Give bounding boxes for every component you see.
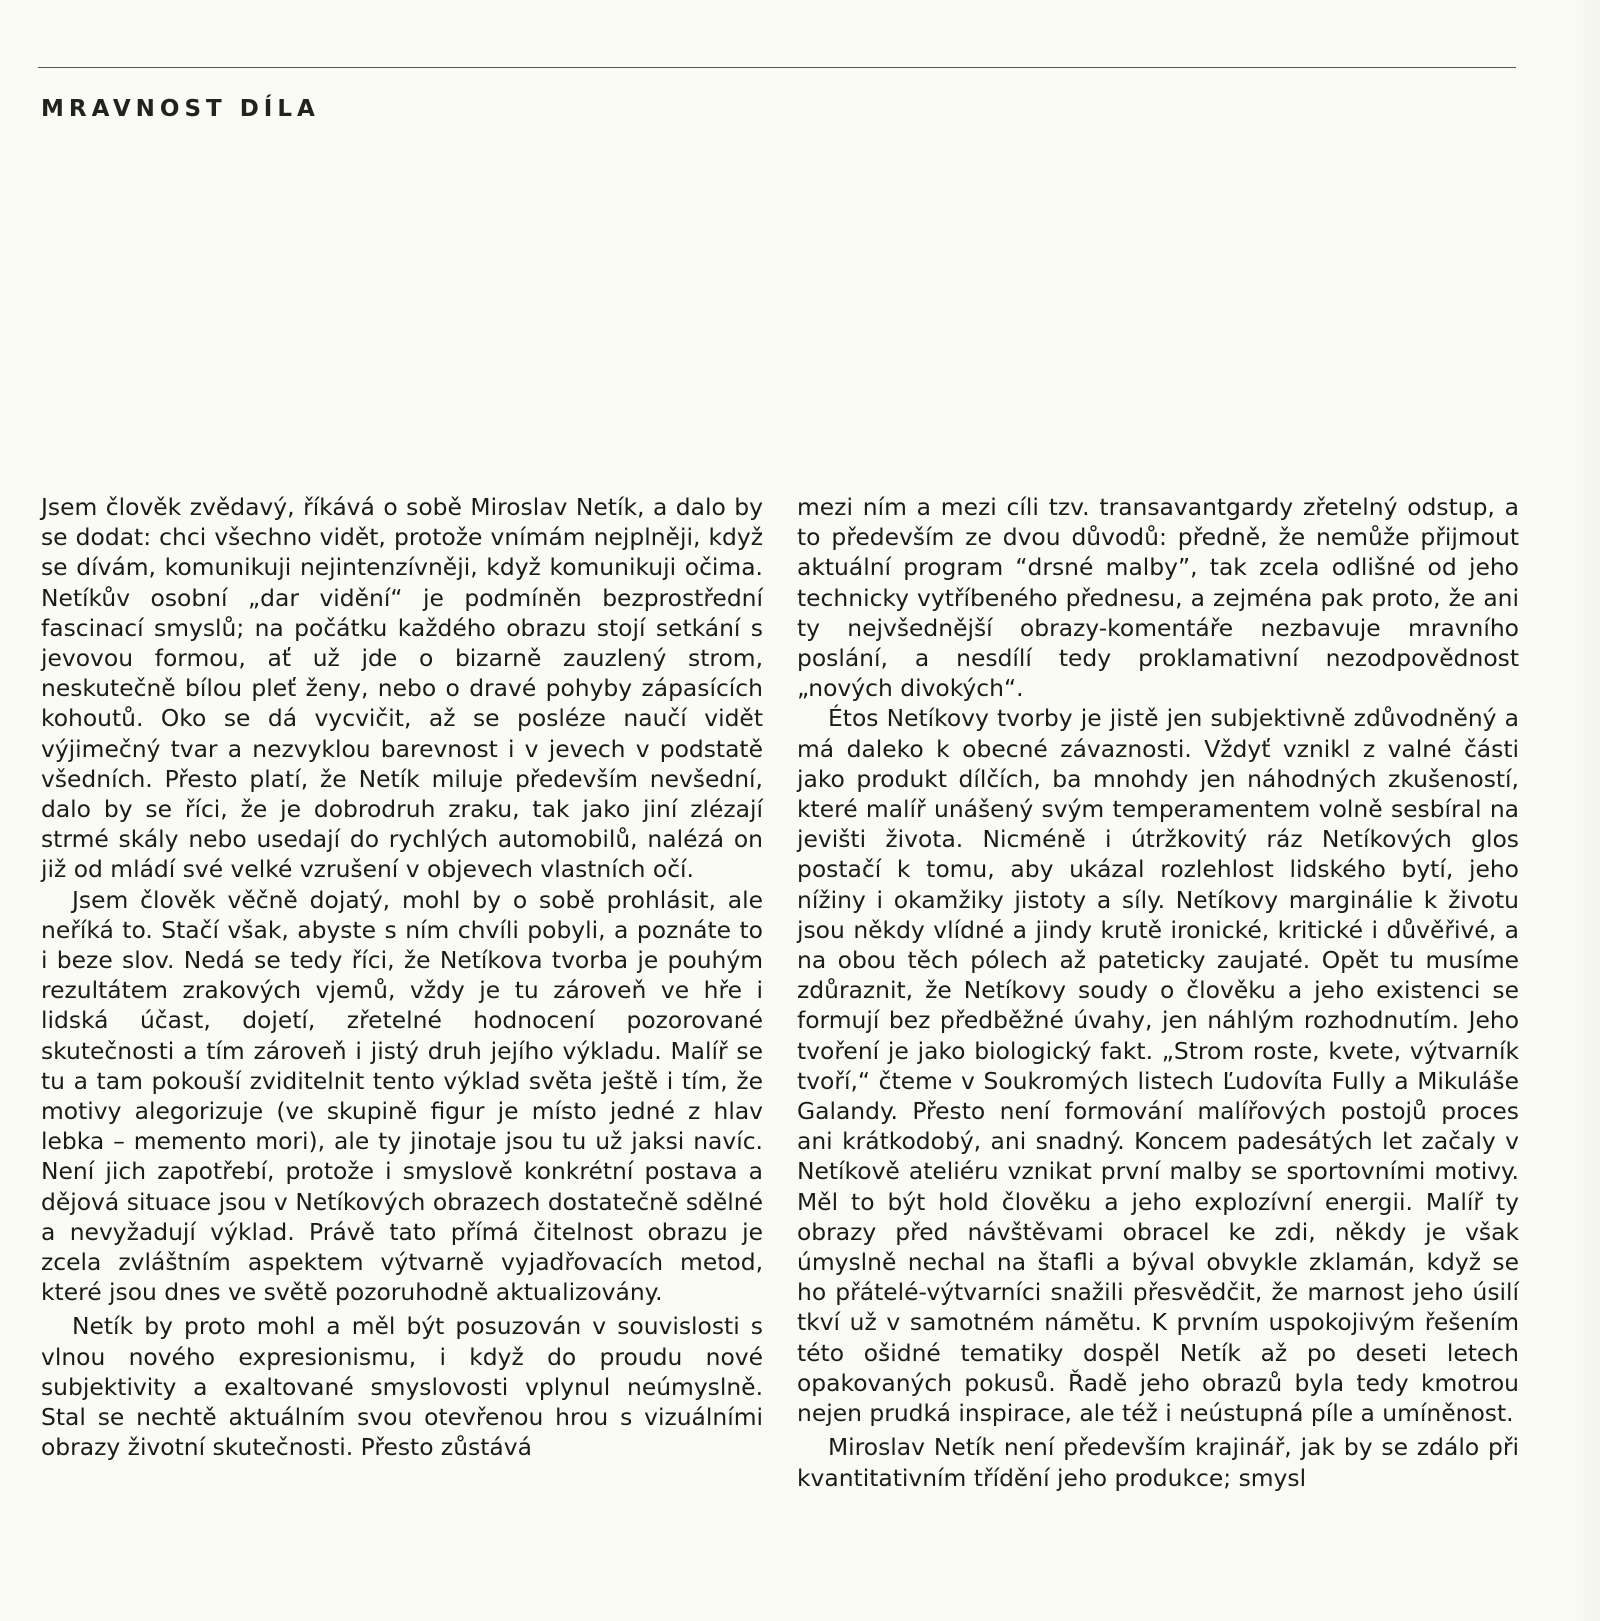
paragraph: Netík by proto mohl a měl být posuzován v souvislosti s vlnou nového expresionismu, i když do proudu nové subjektivity a exaltované smyslovosti vplynul neúmyslně. Stal se nechtě aktuálním svou otevřenou hrou s vizuálními obrazy životní skutečnosti. Přesto zůstává: [41, 1312, 763, 1462]
right-text-column: [797, 492, 1519, 1493]
paragraph: Étos Netíkovy tvorby je jistě jen subjektivně zdůvodněný a má daleko k obecné závaznosti. Vždyť vznikl z valné části jako produkt dílčích, ba mnohdy jen náhodných zkušeností, které malíř unášený svým temperamentem volně sesbíral na jevišti života. Nicméně i útržkovitý ráz Netíkových glos postačí k tomu, aby ukázal rozlehlost lidského bytí, jeho nížiny i okamžiky jistoty a síly. Netíkovy marginálie k životu jsou někdy vlídné a jindy krutě ironické, kritické i důvěřivé, a na obou těch pólech až pateticky zaujaté. Opět tu musíme zdůraznit, že Netíkovy soudy o člověku a jeho existenci se formují bez předběžné úvahy, jen náhlým rozhodnutím. Jeho tvoření je jako biologický fakt. „Strom roste, kvete, výtvarník tvoří,“ čteme v Soukromých listech Ľudovíta Fully a Mikuláše Galandy. Přesto není formování malířových postojů proces ani krátkodobý, ani snadný. Koncem padesátých let začaly v Netíkově ateliéru vznikat první malby se sportovními motivy. Měl to být hold člověku a jeho explozívní energii. Malíř ty obrazy před návštěvami obracel ke zdi, někdy je však úmyslně nechal na štafli a býval obvykle zklamán, když se ho přátelé-výtvarníci snažili přesvědčit, že marnost jeho úsilí tkví už v samotném námětu. K prvním uspokojivým řešením této ošidné tematiky dospěl Netík až po deseti letech opakovaných pokusů. Řadě jeho obrazů byla tedy kmotrou nejen prudká inspirace, ale též i neústupná píle a umíněnost.: [797, 704, 1519, 1428]
left-text-column: [41, 492, 763, 1463]
paragraph: Miroslav Netík není především krajinář, jak by se zdálo při kvantitativním třídění jeho produkce; smysl: [797, 1433, 1519, 1492]
paragraph: mezi ním a mezi cíli tzv. transavantgardy zřetelný odstup, a to především ze dvou důvodů: předně, že nemůže přijmout aktuální program “drsné malby”, tak zcela odlišné od jeho technicky vytříbeného přednesu, a zejména pak proto, že ani ty nejvšednější obrazy-komentáře nezbavuje mravního poslání, a nesdílí tedy proklamativní nezodpovědnost „nových divokých“.: [797, 493, 1519, 703]
chapter-title: MRAVNOST DÍLA: [41, 96, 320, 122]
paragraph: Jsem člověk věčně dojatý, mohl by o sobě prohlásit, ale neříká to. Stačí však, abyste s ním chvíli pobyli, a poznáte to i beze slov. Nedá se tedy říci, že Netíkova tvorba je pouhým rezultátem zrakových vjemů, vždy je tu zároveň ve hře i lidská účast, dojetí, zřetelné hodnocení pozorované skutečnosti a tím zároveň i jistý druh jejího výkladu. Malíř se tu a tam pokouší zviditelnit tento výklad světa ještě i tím, že motivy alegorizuje (ve skupině figur je místo jedné z hlav lebka – memento mori), ale ty jinotaje jsou tu už jaksi navíc. Není jich zapotřebí, protože i smyslově konkrétní postava a dějová situace jsou v Netíkových obrazech dostatečně sdělné a nevyžadují výklad. Právě tato přímá čitelnost obrazu je zcela zvláštním aspektem výtvarně vyjadřovacích metod, které jsou dnes ve světě pozoruhodně aktualizovány.: [41, 885, 763, 1307]
page-edge-shadow: [1570, 0, 1600, 1621]
paragraph: Jsem člověk zvědavý, říkává o sobě Miroslav Netík, a dalo by se dodat: chci všechno vidět, protože vnímám nejplněji, když se dívám, komunikuji nejintenzívněji, když komunikuji očima. Netíkův osobní „dar vidění“ je podmíněn bezprostřední fascinací smyslů; na počátku každého obrazu stojí setkání s jevovou formou, ať už jde o bizarně zauzlený strom, neskutečně bílou pleť ženy, nebo o dravé pohyby zápasících kohoutů. Oko se dá vycvičit, až se posléze naučí vidět výjimečný tvar a nezvyklou barevnost i v jevech v podstatě všedních. Přesto platí, že Netík miluje především nevšední, dalo by se říci, že je dobrodruh zraku, tak jako jiní zlézají strmé skály nebo usedají do rychlých automobilů, nalézá on již od mládí své velké vzrušení v objevech vlastních očí.: [41, 493, 763, 884]
header-rule: [38, 67, 1516, 68]
